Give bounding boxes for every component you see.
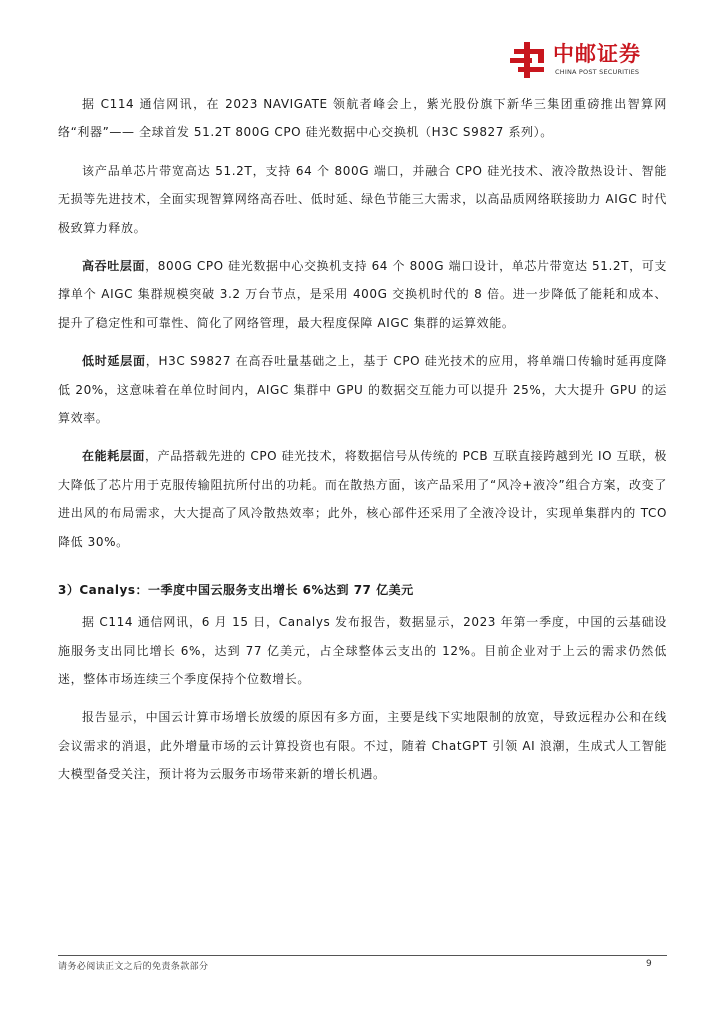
paragraph-7: 报告显示，中国云计算市场增长放缓的原因有多方面，主要是线下实地限制的放宽，导致远程办公和在线会议需求的消退，此外增量市场的云计算投资也有限。不过，随着 ChatGPT 引领 AI 浪潮，生成式人工智能大模型备受关注，预计将为云服务市场带来新的增长机遇。 — [58, 710, 667, 782]
section-heading-canalys: 3）Canalys：一季度中国云服务支出增长 6%达到 77 亿美元 — [58, 583, 414, 598]
footer-disclaimer: 请务必阅读正文之后的免责条款部分 — [58, 962, 209, 972]
header-logo — [510, 40, 675, 84]
brand-name-cn: 中邮证券 — [553, 42, 641, 66]
paragraph-3 — [58, 252, 667, 337]
paragraph-3-text: ，800G CPO 硅光数据中心交换机支持 64 个 800G 端口设计，单芯片带宽达 51.2T，可支撑单个 AIGC 集群规模突破 3.2 万台节点，是采用 400G 交换机时代的 8 倍。进一步降低了能耗和成本、提升了稳定性和可靠性、简化了网络管理，最大程度保障 AIGC 集群的运算效能。 — [58, 259, 667, 330]
lead-low-latency: 低时延层面 — [82, 354, 146, 369]
china-post-logo-icon — [510, 40, 548, 80]
report-body — [58, 90, 667, 799]
paragraph-4-text: ，H3C S9827 在高吞吐量基础之上，基于 CPO 硅光技术的应用，将单端口传输时延再度降低 20%，这意味着在单位时间内，AIGC 集群中 GPU 的数据交互能力可以提升 25%，大大提升 GPU 的运算效率。 — [58, 354, 667, 426]
paragraph-6: 据 C114 通信网讯，6 月 15 日，Canalys 发布报告，数据显示，2023 年第一季度，中国的云基础设施服务支出同比增长 6%，达到 77 亿美元，占全球整体云支出的 12%。目前企业对于上云的需求仍然低迷，整体市场连续三个季度保持个位数增长。 — [58, 615, 667, 686]
paragraph-5-text: ，产品搭载先进的 CPO 硅光技术，将数据信号从传统的 PCB 互联直接跨越到光 IO 互联，极大降低了芯片用于克服传输阻抗所付出的功耗。而在散热方面，该产品采用了“风冷+液冷”组合方案，改变了进出风的布局需求，大大提高了风冷散热效率；此外，核心部件还采用了全液冷设计，实现单集群内的 TCO 降低 30%。 — [58, 449, 667, 549]
paragraph-5 — [58, 442, 667, 556]
lead-high-throughput: 高吞吐层面 — [82, 259, 146, 274]
paragraph-1: 据 C114 通信网讯，在 2023 NAVIGATE 领航者峰会上，紫光股份旗下新华三集团重磅推出智算网络“利器”—— 全球首发 51.2T 800G CPO 硅光数据中心交换机（H3C S9827 系列）。 — [58, 97, 667, 140]
page-number: 9 — [646, 959, 652, 969]
paragraph-2: 该产品单芯片带宽高达 51.2T，支持 64 个 800G 端口，并融合 CPO 硅光技术、液冷散热设计、智能无损等先进技术，全面实现智算网络高吞吐、低时延、绿色节能三大需求，以高品质网络联接助力 AIGC 时代极致算力释放。 — [58, 163, 667, 235]
brand-name-en: CHINA POST SECURITIES — [555, 68, 640, 76]
paragraph-4 — [58, 347, 667, 432]
lead-energy: 在能耗层面 — [82, 449, 146, 464]
footer-divider — [58, 955, 667, 956]
